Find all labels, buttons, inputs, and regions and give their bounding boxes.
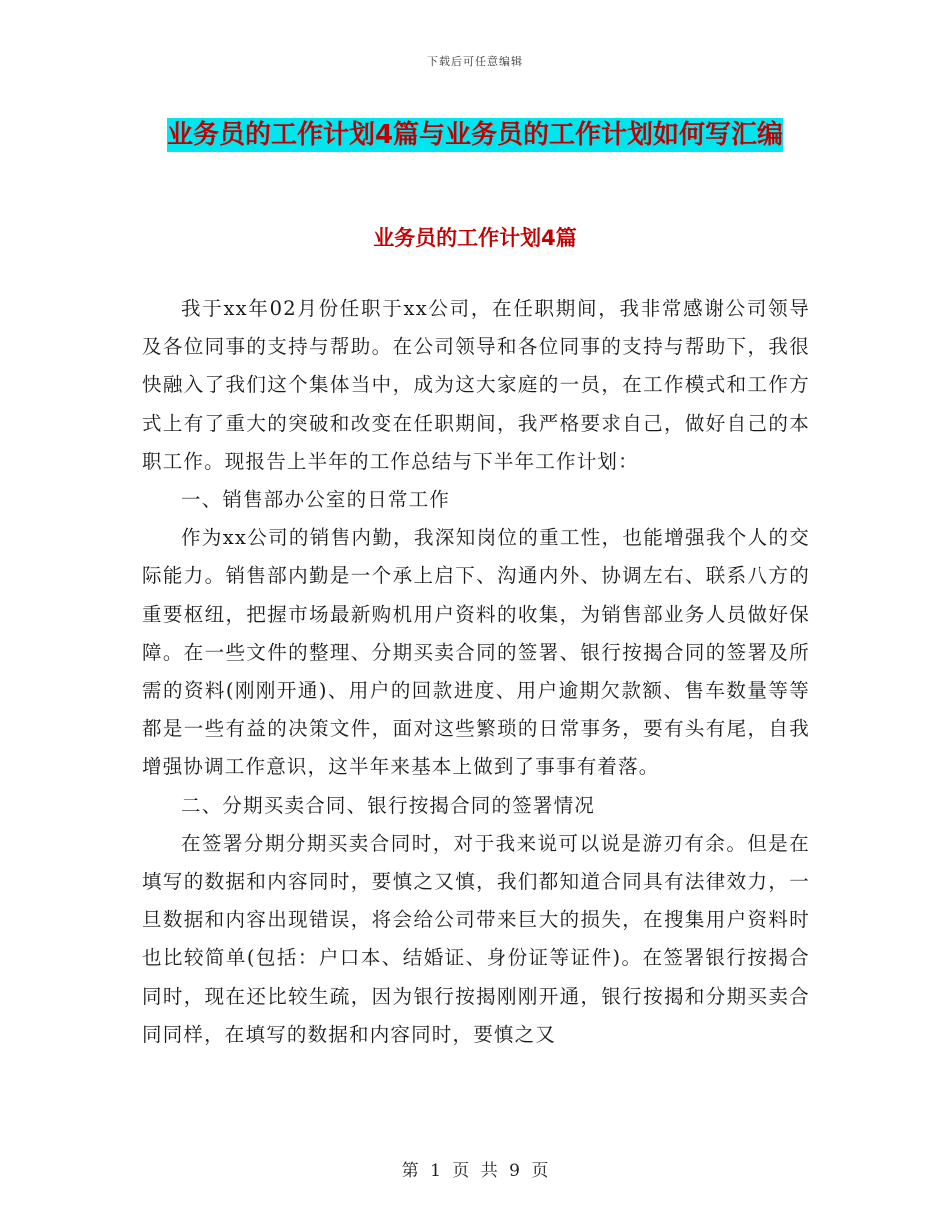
document-title-text: 业务员的工作计划4篇与业务员的工作计划如何写汇编	[166, 120, 784, 150]
page-header-note: 下载后可任意编辑	[427, 55, 523, 68]
section-title: 业务员的工作计划4篇	[373, 226, 577, 250]
document-body	[142, 290, 810, 1054]
paragraph-heading: 二、分期买卖合同、银行按揭合同的签署情况	[181, 793, 596, 817]
page-footer: 第 1 页 共 9 页	[401, 1161, 549, 1181]
document-title	[140, 112, 810, 158]
paragraph: 在签署分期分期买卖合同时，对于我来说可以说是游刃有余。但是在填写的数据和内容同时，要慎之又慎，我们都知道合同具有法律效力，一旦数据和内容出现错误，将会给公司带来巨大的损失，在搜集用户资料时也比较简单(包括：户口本、结婚证、身份证等证件)。在签署银行按揭合同时，现在还比较生疏，因为银行按揭刚刚开通，银行按揭和分期买卖合同同样，在填写的数据和内容同时，要慎之又	[142, 831, 810, 1046]
paragraph: 我于xx年02月份任职于xx公司，在任职期间，我非常感谢公司领导及各位同事的支持与帮助。在公司领导和各位同事的支持与帮助下，我很快融入了我们这个集体当中，成为这大家庭的一员，在工作模式和工作方式上有了重大的突破和改变在任职期间，我严格要求自己，做好自己的本职工作。现报告上半年的工作总结与下半年工作计划：	[142, 297, 810, 473]
paragraph-heading: 一、销售部办公室的日常工作	[181, 488, 451, 512]
paragraph: 作为xx公司的销售内勤，我深知岗位的重工性，也能增强我个人的交际能力。销售部内勤是一个承上启下、沟通内外、协调左右、联系八方的重要枢纽，把握市场最新购机用户资料的收集，为销售部业务人员做好保障。在一些文件的整理、分期买卖合同的签署、银行按揭合同的签署及所需的资料(刚刚开通)、用户的回款进度、用户逾期欠款额、售车数量等等都是一些有益的决策文件，面对这些繁琐的日常事务，要有头有尾，自我增强协调工作意识，这半年来基本上做到了事事有着落。	[142, 526, 810, 779]
